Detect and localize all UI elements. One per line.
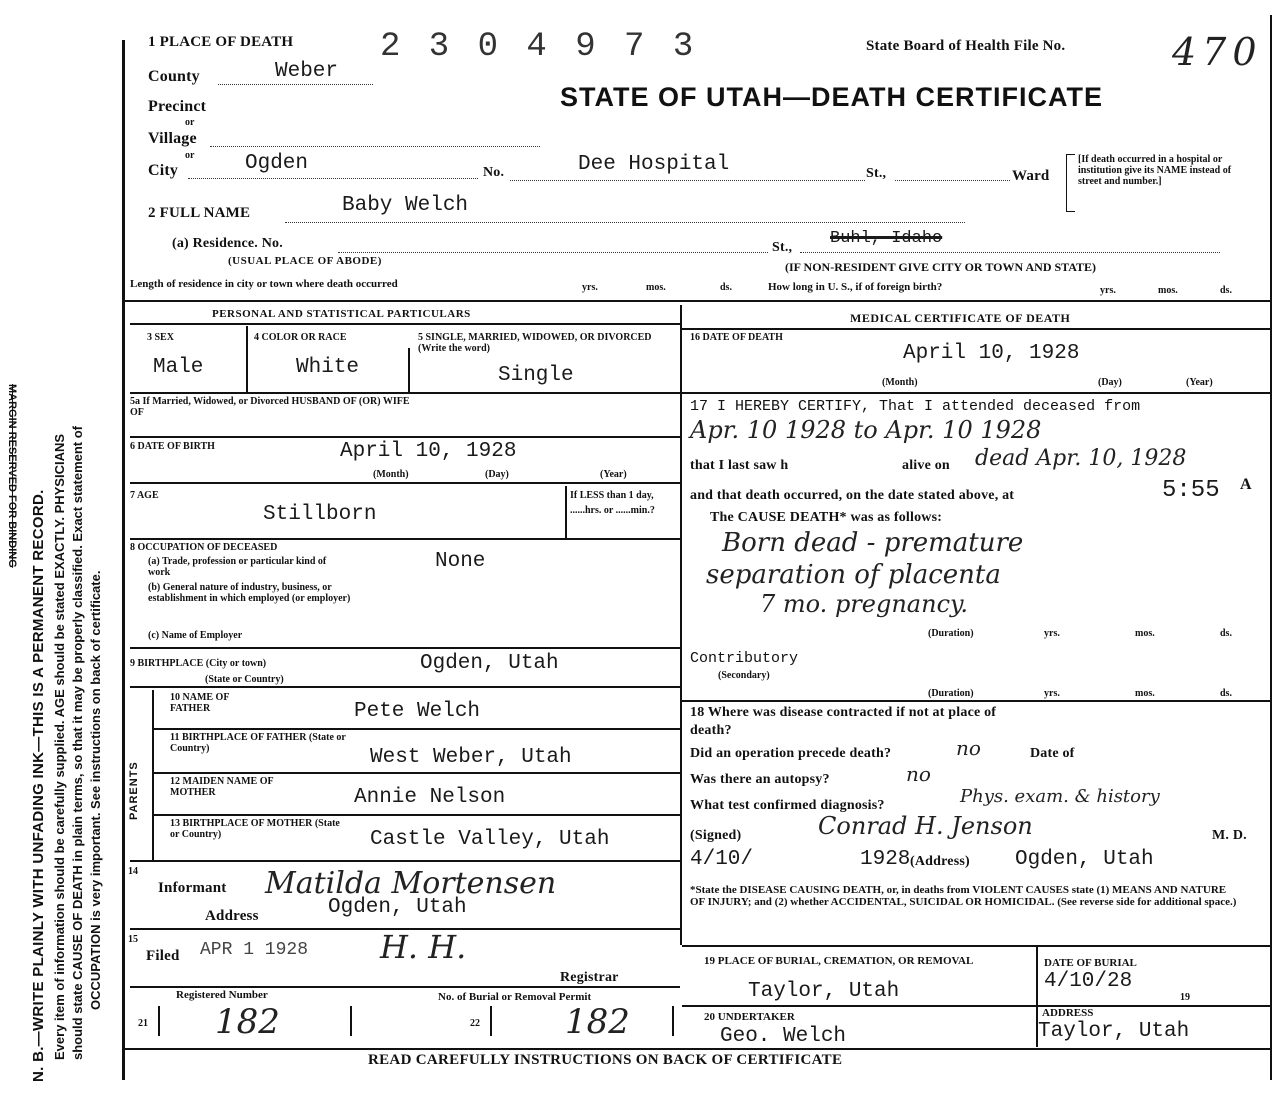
or-label-2: or: [185, 150, 195, 161]
residence-st-label: St.,: [772, 240, 793, 255]
birthplace-sub: (State or Country): [205, 674, 284, 685]
foreign-ds: ds.: [1220, 285, 1232, 296]
footnote: *State the DISEASE CAUSING DEATH, or, in deaths from VIOLENT CAUSES state (1) MEANS AND NATURE OF INJURY; and (2) whether ACCIDENTAL, SUICIDAL OR HOMICIDAL. (See reverse side for additional space.): [690, 884, 1237, 908]
marital-value: Single: [498, 364, 574, 387]
duration-mos-2: mos.: [1135, 688, 1155, 699]
medical-section-title: MEDICAL CERTIFICATE OF DEATH: [850, 311, 1071, 325]
num-21: 21: [138, 1018, 148, 1029]
dod-value: April 10, 1928: [903, 342, 1080, 365]
ward-label: Ward: [1012, 168, 1050, 184]
reg-number-label: Registered Number: [176, 989, 268, 1001]
occupation-value: None: [435, 550, 486, 573]
reg-number-value: 182: [215, 1002, 280, 1042]
burial-place-value: Taylor, Utah: [748, 980, 900, 1003]
autopsy-label: Was there an autopsy?: [690, 772, 830, 787]
duration-mos-1: mos.: [1135, 628, 1155, 639]
marital-label: 5 SINGLE, MARRIED, WIDOWED, OR DIVORCED (Write the word): [418, 332, 652, 354]
burial-date-value: 4/10/28: [1044, 970, 1133, 993]
undertaker-value: Geo. Welch: [720, 1025, 847, 1048]
operation-label: Did an operation precede death?: [690, 746, 892, 761]
dob-value: April 10, 1928: [340, 440, 517, 463]
occupation-label: 8 OCCUPATION OF DECEASED: [130, 542, 278, 553]
length-residence-label: Length of residence in city or town where death occurred: [130, 278, 398, 290]
mother-bp-value: Castle Valley, Utah: [370, 828, 610, 851]
duration-label-1: (Duration): [928, 628, 974, 639]
city-label: City: [148, 162, 179, 179]
race-label: 4 COLOR OR RACE: [254, 332, 347, 343]
footer-instructions: READ CAREFULLY INSTRUCTIONS ON BACK OF CERTIFICATE: [368, 1052, 843, 1068]
duration-yrs-1: yrs.: [1044, 628, 1060, 639]
physician-address-value: Ogden, Utah: [1015, 848, 1154, 871]
foreign-mos: mos.: [1158, 285, 1178, 296]
cause-line-1: Born dead - premature: [722, 528, 1024, 558]
foreign-birth-label: How long in U. S., if of foreign birth?: [768, 281, 943, 293]
undertaker-address-value: Taylor, Utah: [1038, 1020, 1190, 1043]
birthplace-label: 9 BIRTHPLACE (City or town): [130, 658, 267, 669]
length-yrs: yrs.: [582, 282, 598, 293]
less-than-label: If LESS than 1 day, ......hrs. or ......min.?: [570, 490, 655, 516]
institution-value: Dee Hospital: [578, 153, 730, 176]
state-board-file-no: 470: [1172, 30, 1263, 74]
dod-day: (Day): [1098, 377, 1122, 388]
county-value: Weber: [275, 60, 339, 83]
father-name-label: 10 NAME OF FATHER: [170, 692, 230, 714]
full-name-label: 2 FULL NAME: [148, 205, 251, 221]
filed-label: Filed: [146, 948, 180, 964]
informant-signature: Matilda Mortensen: [265, 866, 557, 901]
signed-label: (Signed): [690, 828, 742, 843]
residence-label: (a) Residence. No.: [172, 236, 283, 251]
father-name-value: Pete Welch: [354, 700, 481, 723]
burial-place-label: 19 PLACE OF BURIAL, CREMATION, OR REMOVAL: [704, 955, 974, 967]
length-mos: mos.: [646, 282, 666, 293]
where-contracted-label: 18 Where was disease contracted if not at place of death?: [690, 705, 997, 738]
autopsy-value: no: [906, 762, 931, 786]
father-bp-label: 11 BIRTHPLACE OF FATHER (State or Country): [170, 732, 346, 754]
side-note-line2: Every item of information should be carefully supplied. AGE should be stated EXACTLY. PHYSICIANS: [52, 433, 67, 1060]
age-value: Stillborn: [263, 503, 377, 526]
margin-reserved-text: MARGIN RESERVED FOR BINDING: [6, 384, 18, 568]
length-ds: ds.: [720, 282, 732, 293]
occupation-b: (b) General nature of industry, business, or establishment in which employed (or employer): [148, 582, 351, 604]
sex-value: Male: [153, 356, 204, 379]
duration-ds-1: ds.: [1220, 628, 1232, 639]
num-14: 14: [128, 866, 138, 877]
serial-number: 2 3 0 4 9 7 3: [380, 28, 698, 66]
non-resident-label: (IF NON-RESIDENT GIVE CITY OR TOWN AND STATE): [785, 260, 1097, 274]
usual-abode-label: (USUAL PLACE OF ABODE): [228, 255, 382, 267]
full-name-value: Baby Welch: [342, 194, 469, 217]
birthplace-value: Ogden, Utah: [420, 652, 559, 675]
burial-date-label: DATE OF BURIAL: [1044, 957, 1137, 969]
sign-year: 1928: [860, 848, 911, 871]
sign-date: 4/10/: [690, 848, 754, 871]
cause-label: The CAUSE DEATH* was as follows:: [710, 510, 943, 525]
sex-label: 3 SEX: [147, 332, 174, 343]
dob-day: (Day): [485, 469, 509, 480]
village-label: Village: [148, 130, 197, 147]
mother-name-value: Annie Nelson: [354, 786, 506, 809]
dod-month: (Month): [882, 377, 918, 388]
precinct-label: Precinct: [148, 98, 207, 115]
certificate-title: STATE OF UTAH—DEATH CERTIFICATE: [560, 82, 1103, 112]
registrar-label: Registrar: [560, 970, 619, 985]
death-time: 5:55: [1162, 477, 1220, 504]
informant-label: Informant: [158, 880, 227, 896]
dob-label: 6 DATE OF BIRTH: [130, 441, 215, 452]
registrar-initials: H. H.: [380, 928, 467, 966]
side-note-permanent: N. B.—WRITE PLAINLY WITH UNFADING INK—THIS IS A PERMANENT RECORD.: [30, 489, 47, 1082]
duration-ds-2: ds.: [1220, 688, 1232, 699]
num-22: 22: [470, 1018, 480, 1029]
dob-year: (Year): [600, 469, 627, 480]
operation-value: no: [956, 736, 981, 760]
test-value: Phys. exam. & history: [960, 786, 1160, 807]
md-label: M. D.: [1212, 828, 1247, 843]
personal-section-title: PERSONAL AND STATISTICAL PARTICULARS: [212, 308, 471, 320]
burial-permit-value: 182: [565, 1002, 630, 1042]
informant-address-value: Ogden, Utah: [328, 896, 467, 919]
side-note-line4: OCCUPATION is very important. See instructions on back of certificate.: [88, 570, 103, 1010]
undertaker-label: 20 UNDERTAKER: [704, 1011, 795, 1023]
no-label: No.: [483, 165, 505, 180]
or-label-1: or: [185, 117, 195, 128]
dod-label: 16 DATE OF DEATH: [690, 332, 783, 343]
duration-label-2: (Duration): [928, 688, 974, 699]
city-value: Ogden: [245, 152, 309, 175]
duration-yrs-2: yrs.: [1044, 688, 1060, 699]
informant-address-label: Address: [205, 908, 259, 924]
cause-line-3: 7 mo. pregnancy.: [760, 590, 969, 618]
death-time-am: A: [1240, 476, 1252, 493]
occupation-c: (c) Name of Employer: [148, 630, 243, 641]
place-of-death-label: 1 PLACE OF DEATH: [148, 34, 294, 50]
county-label: County: [148, 68, 200, 85]
date-of-label: Date of: [1030, 746, 1075, 761]
filed-stamp: APR 1 1928: [200, 940, 309, 960]
burial-date-year: 19: [1180, 992, 1190, 1003]
num-15: 15: [128, 934, 138, 945]
undertaker-address-label: ADDRESS: [1042, 1007, 1094, 1019]
secondary-label: (Secondary): [718, 670, 770, 681]
foreign-yrs: yrs.: [1100, 285, 1116, 296]
last-saw-value: dead Apr. 10, 1928: [975, 446, 1187, 471]
burial-permit-label: No. of Burial or Removal Permit: [438, 991, 592, 1003]
dob-month: (Month): [373, 469, 409, 480]
occurred-text: and that death occurred, on the date stated above, at: [690, 488, 1015, 503]
parents-label: PARENTS: [128, 761, 140, 820]
side-note-line3: should state CAUSE OF DEATH in plain terms, so that it may be properly classified. Exact statement of: [70, 425, 85, 1060]
ward-note: [If death occurred in a hospital or institution give its NAME instead of street and number.]: [1078, 154, 1232, 187]
race-value: White: [296, 356, 360, 379]
residence-struck: Buhl, Idaho: [830, 229, 943, 248]
physician-address-label: (Address): [910, 854, 970, 869]
attended-dates: Apr. 10 1928 to Apr. 10 1928: [690, 416, 1042, 444]
age-label: 7 AGE: [130, 490, 159, 501]
physician-signature: Conrad H. Jenson: [818, 812, 1033, 840]
state-board-label: State Board of Health File No.: [866, 38, 1066, 54]
father-bp-value: West Weber, Utah: [370, 746, 572, 769]
spouse-label: 5a If Married, Widowed, or Divorced HUSBAND OF (OR) WIFE OF: [130, 396, 410, 418]
alive-on-label: alive on: [902, 458, 950, 473]
contributory-label: Contributory: [690, 650, 799, 667]
test-label: What test confirmed diagnosis?: [690, 798, 885, 813]
cause-line-2: separation of placenta: [706, 560, 1001, 590]
st-label: St.,: [866, 166, 887, 181]
occupation-a: (a) Trade, profession or particular kind of work: [148, 556, 327, 578]
last-saw-label: that I last saw h: [690, 458, 789, 473]
mother-bp-label: 13 BIRTHPLACE OF MOTHER (State or Country): [170, 818, 340, 840]
certify-text: 17 I HEREBY CERTIFY, That I attended deceased from: [690, 398, 1141, 415]
mother-name-label: 12 MAIDEN NAME OF MOTHER: [170, 776, 274, 798]
dod-year: (Year): [1186, 377, 1213, 388]
ward-bracket: [1066, 154, 1075, 212]
